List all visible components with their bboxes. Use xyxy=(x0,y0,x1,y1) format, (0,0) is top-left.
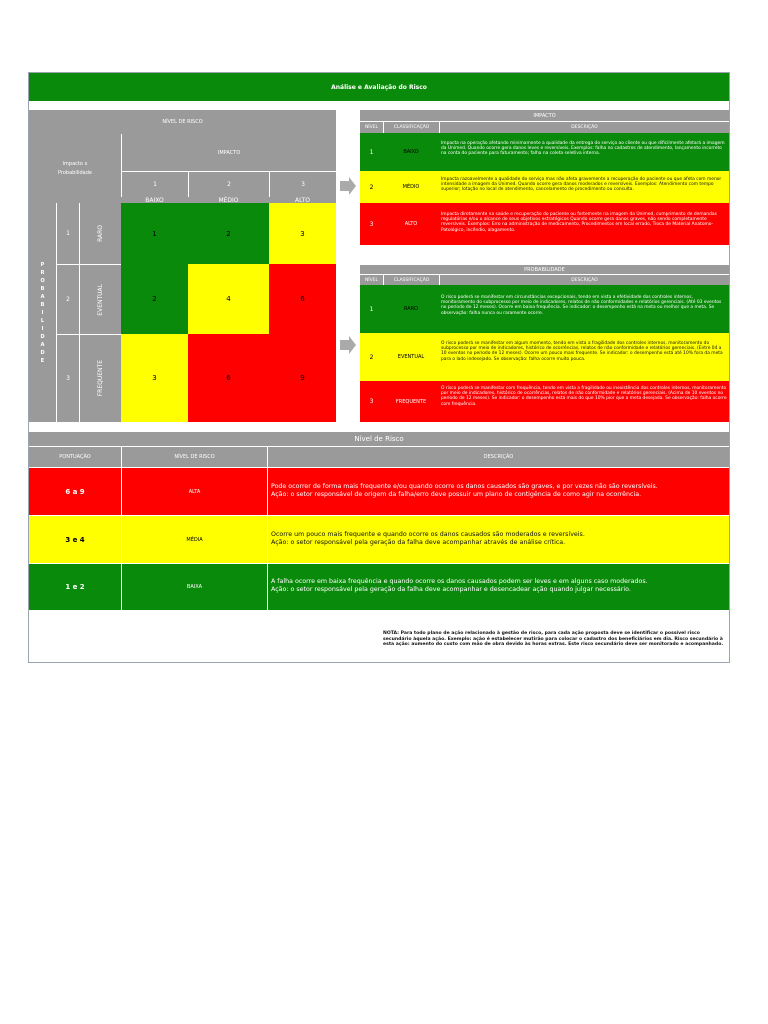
nivel-risco-col-pont: PONTUAÇÃO xyxy=(29,446,121,467)
impact-col-1-label: BAIXO xyxy=(121,197,188,203)
prob-table-row-3-nivel: 3 xyxy=(360,381,383,422)
probabilidade-text: PROBABILIDADE xyxy=(40,261,45,364)
nivel-row-baixa-nivel: BAIXA xyxy=(121,563,267,610)
impact-col-1-num: 1 xyxy=(121,171,188,197)
nivel-row-media-line1: Ocorre um pouco mais frequente e quando ocorre os danos causados são moderados e reversíveis. xyxy=(271,531,585,538)
impact-row-2-desc: Impacta razoavelmente a qualidade do serviço mas não afeta gravemente a recuperação do paciente ou que afeta com menor intensidade a imagem da Unimed. Quando ocorre gera danos moderados e reversíveis. Exemplos: Atendimento com tempo superior; lotação no local de atendimento, cancelamento de procedimento ou consulta. xyxy=(439,171,729,203)
matrix-cell-2-2: 4 xyxy=(188,264,269,334)
prob-table-row-3-desc: O risco poderá se manifestar com frequência, tendo em vista a fragilidade ou inexistência dos controles internos, monitoramento por meio de indicadores, histórico de ocorrências, relatos de não conformidade e relatórios gerenciais. (Acima de 10 eventos no período de 12 meses). Se indicador: o desempenho está mais do que 10% pior que a meta desejada. Se observação: falha ocorre com frequência. xyxy=(439,381,729,422)
impact-row-2-nivel: 2 xyxy=(360,171,383,203)
matrix-cell-3-2: 6 xyxy=(188,334,269,422)
prob-col-class: CLASSIFICAÇÃO xyxy=(383,274,439,285)
arrow-right-icon xyxy=(340,177,356,195)
nivel-row-alta-pont: 6 a 9 xyxy=(29,467,121,515)
prob-row-1-label xyxy=(79,203,121,264)
nivel-row-media-pont: 3 e 4 xyxy=(29,515,121,563)
note-text: NOTA: Para todo plano de ação relacionado à gestão de risco, para cada ação proposta deve se identificar o possível risco secundário àquela ação. Exemplo: ação é estabelecer mutirão para colocar o cadastro dos beneficiários em dia. Risco secundário à esta ação: aumento do custo com mão de obra devido às horas extras. Este risco secundário deve ser monitorado e acompanhado. xyxy=(383,631,724,648)
impacto-label: IMPACTO xyxy=(121,134,336,171)
prob-table-header: PROBABILIDADE xyxy=(360,265,729,274)
prob-table-row-1-nivel: 1 xyxy=(360,285,383,333)
page-title: Análise e Avaliação do Risco xyxy=(29,73,729,101)
impact-col-2-num: 2 xyxy=(188,171,269,197)
matrix-cell-3-3: 9 xyxy=(269,334,336,422)
arrow-right-icon xyxy=(340,336,356,354)
impact-col-desc: DESCRIÇÃO xyxy=(439,121,729,133)
impact-row-3-desc: Impacta diretamente na saúde e recuperação do paciente ou fortemente na imagem da Unimed, cumprimento de demandas regulatórias e/ou o alcance de seus objetivos estratégicos Quando ocorre gera danos graves, não sendo completamente reversíveis. Exemplos: Erro na administração de medicamento, Procedimentos em local errado, Troca de Material Anatomo-Patológico, incêndio, alagamento. xyxy=(439,203,729,245)
impact-col-3-label: ALTO xyxy=(269,197,336,203)
prob-row-3-num: 3 xyxy=(56,334,79,422)
nivel-row-alta-desc xyxy=(267,467,729,515)
impacto-probabilidade-label: Impacto x Probabilidade xyxy=(29,134,121,203)
prob-row-3-label xyxy=(79,334,121,422)
impact-col-class: CLASSIFICAÇÃO xyxy=(383,121,439,133)
prob-row-2-num: 2 xyxy=(56,264,79,334)
prob-row-2-label xyxy=(79,264,121,334)
prob-col-nivel: NÍVEL xyxy=(360,274,383,285)
impact-row-2-class: MÉDIO xyxy=(383,171,439,203)
nivel-row-alta-nivel: ALTA xyxy=(121,467,267,515)
nivel-row-media-line2: Ação: o setor responsável pela geração da falha deve acompanhar através de análise crítica. xyxy=(271,538,566,546)
matrix-cell-1-2: 2 xyxy=(188,203,269,264)
matrix-cell-1-1: 1 xyxy=(121,203,188,264)
prob-table-row-3-class: FREQUENTE xyxy=(383,381,439,422)
nivel-row-baixa-desc xyxy=(267,563,729,610)
matrix-cell-3-1: 3 xyxy=(121,334,188,422)
impact-row-1-nivel: 1 xyxy=(360,133,383,171)
nivel-row-baixa-pont: 1 e 2 xyxy=(29,563,121,610)
impact-row-1-class: BAIXO xyxy=(383,133,439,171)
nivel-row-baixa-line2: Ação: o setor responsável pela geração da falha deve acompanhar e desencadear ação quando julgar necessário. xyxy=(271,585,631,593)
impact-row-3-nivel: 3 xyxy=(360,203,383,245)
impact-row-3-class: ALTO xyxy=(383,203,439,245)
nivel-risco-title: Nível de Risco xyxy=(29,432,729,446)
prob-table-row-1-desc: O risco poderá se manifestar em circunstâncias excepcionais, tendo em vista a efetividade dos controles internos, monitoramento do subprocesso por meio de indicadores, relatos de não conformidades e relatórios gerenciais. (Até 03 eventos no período de 12 meses). Ocorre em baixa frequência. Se indicador: o desempenho está na meta ou melhor que a meta. Se observação: falha nunca ou raramente ocorre. xyxy=(439,285,729,333)
prob-table-row-2-desc: O risco poderá se manifestar em algum momento, tendo em vista a fragilidade dos controles internos, monitoramento do subprocesso por meio de indicadores, histórico de ocorrências, relatos de não conformidade e relatórios gerenciais. (Entre 04 a 10 eventos no período de 12 meses). Ocorre um pouco mais frequente. Se indicador: o desempenho está até 10% fora da meta para o lado indesejado. Se observação: falha ocorre muito pouca. xyxy=(439,333,729,381)
prob-row-2-text: EVENTUAL xyxy=(97,283,104,316)
prob-row-1-num: 1 xyxy=(56,203,79,264)
impact-col-nivel: NÍVEL xyxy=(360,121,383,133)
impact-row-1-desc: Impacta na operação afetando minimamente a qualidade da entrega do serviço ao cliente ou que dificilmente afetará a imagem da Unimed. Quando ocorre gera danos leves e reversíveis. Exemplos: falha no cadastros de atendimento, lançamento incorreto na conta do paciente para faturamento; falha na coleta seletiva interna. xyxy=(439,133,729,171)
impact-table-header: IMPACTO xyxy=(360,110,729,121)
impact-col-2-label: MÉDIO xyxy=(188,197,269,203)
prob-row-1-text: RARO xyxy=(97,225,104,242)
matrix-header: NÍVEL DE RISCO xyxy=(29,110,336,134)
prob-table-row-2-nivel: 2 xyxy=(360,333,383,381)
nivel-risco-col-desc: DESCRIÇÃO xyxy=(267,446,729,467)
nivel-row-alta-line1: Pode ocorrer de forma mais frequente e/ou quando ocorre os danos causados são graves, e por vezes não são reversíveis. xyxy=(271,483,658,490)
nivel-row-media-nivel: MÉDIA xyxy=(121,515,267,563)
matrix-cell-2-3: 6 xyxy=(269,264,336,334)
prob-table-row-1-class: RARO xyxy=(383,285,439,333)
matrix-cell-1-3: 3 xyxy=(269,203,336,264)
nivel-row-alta-line2: Ação: o setor responsável de origem da falha/erro deve possuir um plano de contigência de como agir na ocorrência. xyxy=(271,490,642,498)
matrix-cell-2-1: 2 xyxy=(121,264,188,334)
nivel-row-media-desc xyxy=(267,515,729,563)
prob-col-desc: DESCRIÇÃO xyxy=(439,274,729,285)
prob-table-row-2-class: EVENTUAL xyxy=(383,333,439,381)
nivel-row-baixa-line1: A falha ocorre em baixa frequência e quando ocorre os danos causados podem ser leves e em alguns caso moderados. xyxy=(271,578,648,585)
prob-row-3-text: FREQUENTE xyxy=(97,360,104,397)
probabilidade-label xyxy=(29,203,56,422)
nivel-risco-col-nivel: NÍVEL DE RISCO xyxy=(121,446,267,467)
impact-col-3-num: 3 xyxy=(269,171,336,197)
